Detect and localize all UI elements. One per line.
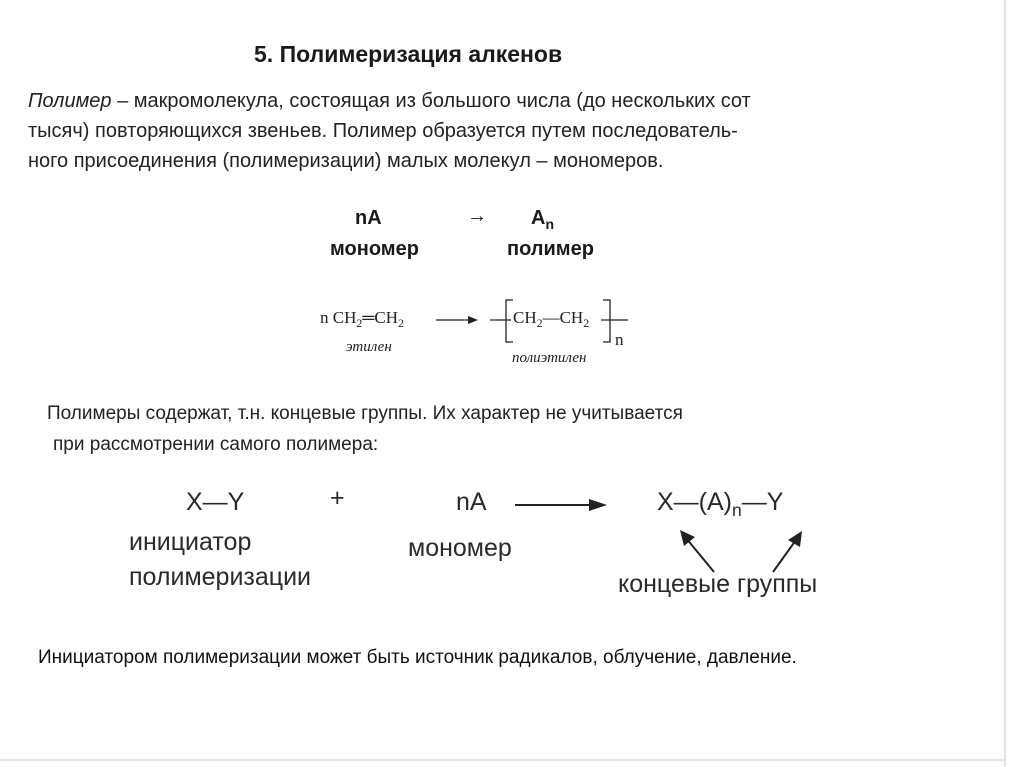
end-group-arrow-right-head: [788, 531, 802, 547]
initiator-arrow-head: [589, 499, 607, 511]
single-bond: —: [542, 308, 560, 327]
scheme-product-subscript: n: [545, 215, 555, 232]
monomer-label: мономер: [408, 534, 512, 562]
scheme-polymer-label: полимер: [507, 238, 594, 260]
initiator-closing-note: Инициатором полимеризации может быть источник радикалов, облучение, давление.: [38, 647, 797, 668]
initiator-label-line-1: инициатор: [129, 528, 252, 556]
ethylene-coefficient: n: [320, 308, 329, 327]
ethylene-formula: n $CH_2═CH_2$: [320, 308, 404, 331]
right-bracket: [603, 300, 610, 342]
product-formula: $X—(A)_n—Y$: [657, 488, 784, 521]
scheme-monomer-label: мономер: [330, 238, 419, 260]
ethylene-arrow-head: [468, 316, 478, 324]
polymer-brackets: [490, 300, 628, 342]
initiator-label-line-2: полимеризации: [129, 563, 312, 591]
definition-line-3: ного присоединения (полимеризации) малых молекул – мономеров.: [28, 150, 664, 172]
slide-title: 5. Полимеризация алкенов: [254, 41, 563, 67]
double-bond: ═: [362, 308, 375, 327]
definition-line-2: тысяч) повторяющихся звеньев. Полимер образуется путем последователь-: [28, 120, 738, 142]
end-groups-note-line-1: Полимеры содержат, т.н. концевые группы. Их характер не учитывается: [47, 403, 683, 424]
monomer-formula: nA: [456, 488, 487, 516]
end-groups-label: концевые группы: [618, 570, 818, 598]
initiator-formula: X—Y: [186, 488, 245, 516]
polyethylene-name: полиэтилен: [512, 350, 587, 366]
polymer-subscript-n: n: [615, 330, 624, 349]
left-bracket: [506, 300, 513, 342]
scheme-product-base: A: [531, 207, 546, 229]
ethylene-name: этилен: [346, 339, 392, 355]
polyethylene-unit: $CH_2—CH_2$: [513, 308, 590, 331]
end-group-arrow-right: [773, 540, 796, 572]
scheme-arrow: →: [467, 205, 487, 227]
product-subscript-n: n: [732, 500, 742, 521]
definition-line-1-rest: – макромолекула, состоящая из большого числа (до нескольких сот: [111, 90, 751, 112]
end-group-arrow-left-head: [680, 530, 695, 546]
definition-term: Полимер: [28, 90, 112, 112]
end-group-arrow-left: [686, 538, 714, 572]
plus-sign: +: [330, 484, 345, 512]
scheme-reactant: nA: [355, 207, 382, 229]
end-groups-note-line-2: при рассмотрении самого полимера:: [53, 434, 379, 455]
